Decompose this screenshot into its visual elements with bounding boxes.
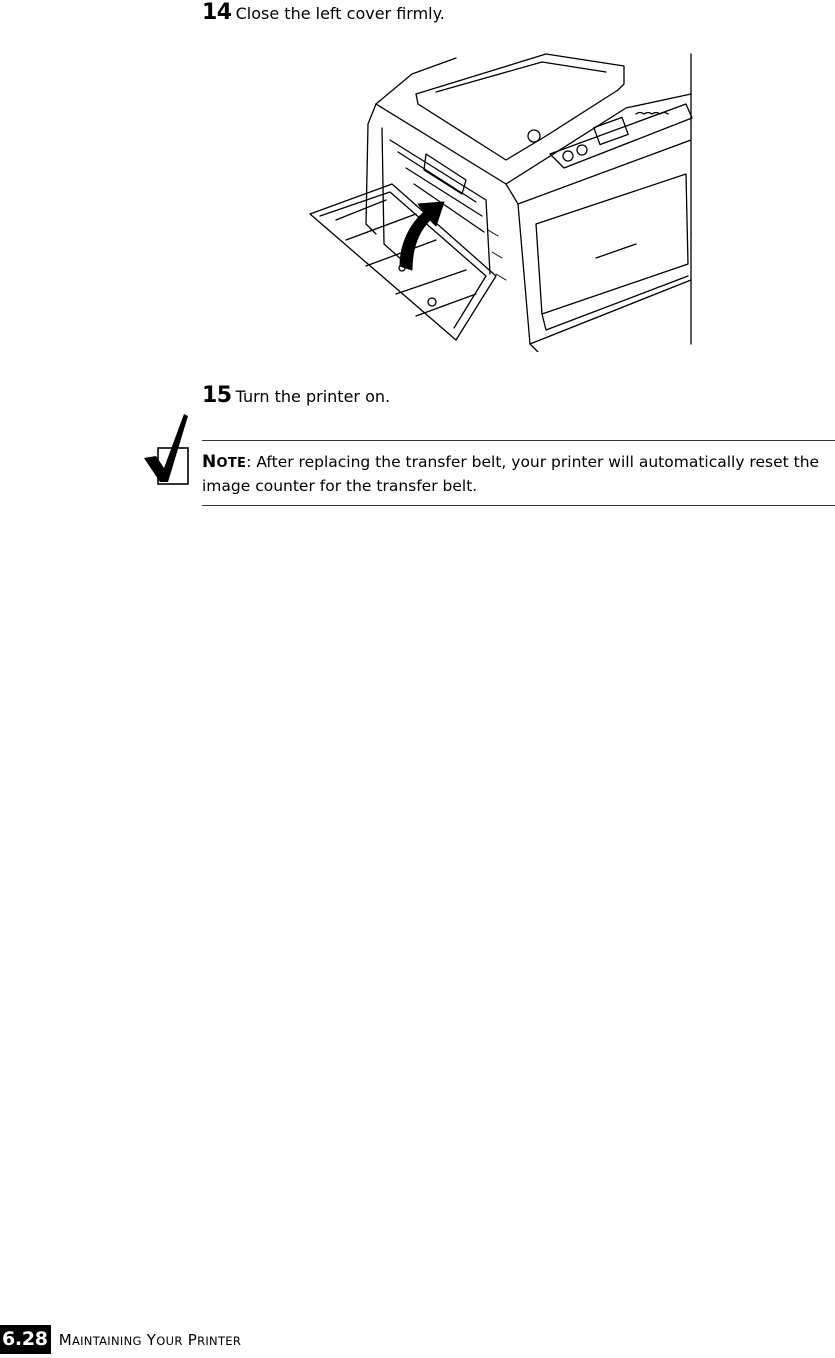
note	[202, 451, 832, 497]
step-15	[202, 383, 390, 408]
step-14	[202, 0, 445, 25]
step-number: 14	[202, 0, 232, 25]
page-footer	[0, 1325, 241, 1354]
step-number: 15	[202, 383, 232, 408]
chapter-title: MAINTAINING YOUR PRINTER	[58, 1330, 242, 1349]
note-body: : After replacing the transfer belt, your printer will automatically reset the image counter for the transfer belt.	[202, 453, 820, 495]
note-bottom-rule	[202, 505, 835, 506]
note-top-rule	[202, 440, 835, 441]
checkmark-note-icon	[140, 412, 198, 488]
step-text: Close the left cover firmly.	[235, 4, 445, 23]
step-text: Turn the printer on.	[235, 387, 391, 406]
printer-closing-left-cover-icon	[306, 44, 696, 352]
note-label: NOTE	[202, 452, 247, 472]
page-number: 6.28	[0, 1325, 51, 1354]
